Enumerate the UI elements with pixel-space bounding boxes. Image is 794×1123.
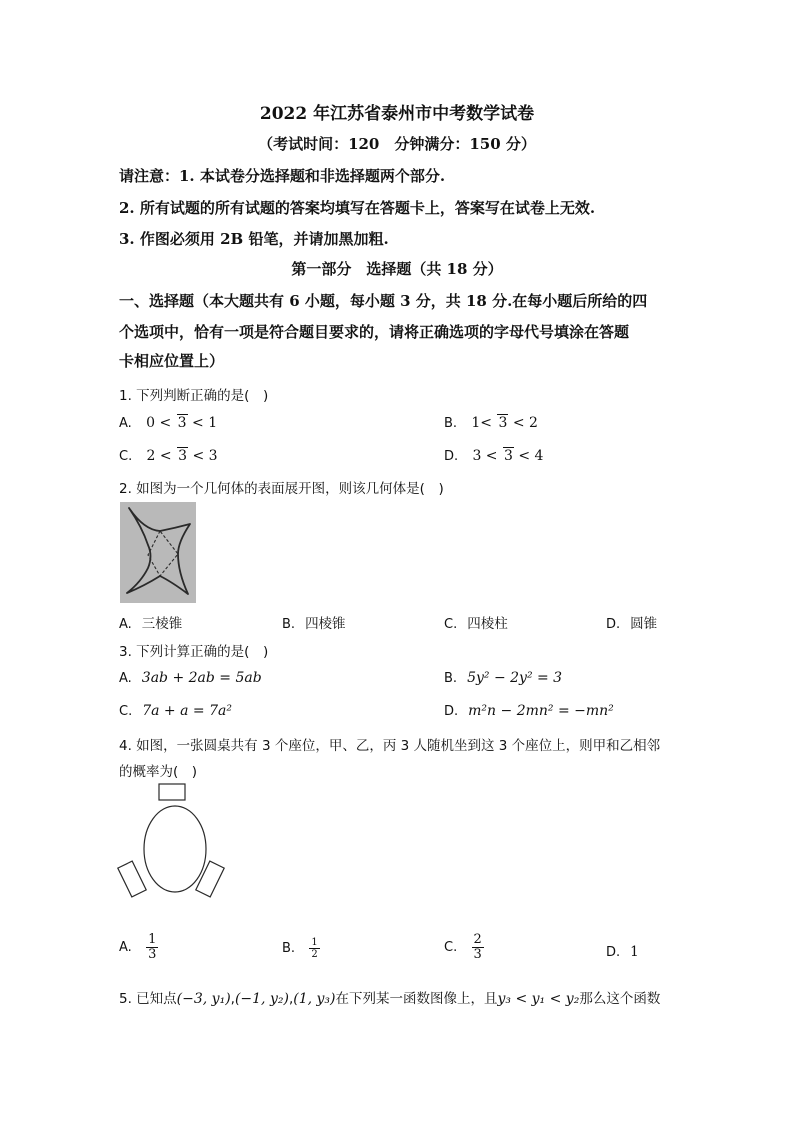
point-3: (1, y₃) [293,991,336,1007]
sqrt-sign: 3 [178,448,187,464]
net-figure-photo [120,502,196,603]
note-2: 2. 所有试题的所有试题的答案均填写在答题卡上，答案写在试卷上无效. [119,199,596,217]
option-label: B. [444,416,458,431]
note-3: 3. 作图必须用 2B 铅笔，并请加黑加粗. [119,230,389,248]
sqrt-sign: 3 [498,415,508,431]
q2-option-b[interactable]: B. 四棱锥 [282,616,346,632]
question-2-stem: 2. 如图为一个几何体的表面展开图，则该几何体是( ) [119,481,444,497]
section-heading: 第一部分 选择题（共 18 分） [291,260,503,278]
question-4-stem-line-2: 的概率为( ) [119,764,198,780]
q3-option-b[interactable]: B. 5y² − 2y² = 3 [444,670,563,686]
option-label: A. [119,416,132,431]
q2-option-a[interactable]: A. 三棱锥 [119,616,183,632]
seat-right [196,861,224,897]
q1-option-b[interactable]: B. 1< 3 < 2 [444,415,538,431]
point-2: (−1, y₂) [234,991,289,1007]
section-intro-line-1: 一、选择题（本大题共有 6 小题，每小题 3 分，共 18 分.在每小题后所给的四 [119,292,648,310]
point-1: (−3, y₁) [176,991,231,1007]
round-table [144,806,206,892]
option-label: D. [444,449,459,464]
page-title: 2022 年江苏省泰州市中考数学试卷 [259,104,535,124]
q1-option-c[interactable]: C. 2 < 3 < 3 [119,448,218,464]
q1-option-a[interactable]: A. 0 < 3 < 1 [119,415,218,431]
option-label: C. [119,449,133,464]
q2-option-c[interactable]: C. 四棱柱 [444,616,508,632]
q3-option-c[interactable]: C. 7a + a = 7a² [119,703,232,719]
inequality: y₃ < y₁ < y₂ [497,991,580,1007]
seat-top [159,784,185,800]
q3-option-d[interactable]: D. m²n − 2mn² = −mn² [444,703,614,719]
section-intro-line-3: 卡相应位置上） [119,352,225,370]
seat-left [118,861,146,897]
question-5-stem: 5. 已知点(−3, y₁),(−1, y₂),(1, y₃)在下列某一函数图像上，且y₃ < y₁ < y₂那么这个函数 [119,991,661,1007]
exam-info: （考试时间：120 分钟满分：150 分） [258,135,536,153]
q4-option-c[interactable]: C. $\frac{2}{3}$ [444,932,482,963]
q4-option-b[interactable]: B. $\frac{1}{2}$ [282,937,318,960]
q4-option-d[interactable]: D. 1 [606,944,639,960]
round-table-figure [115,780,235,905]
sqrt-sign: 3 [504,448,513,464]
section-intro-line-2: 个选项中，恰有一项是符合题目要求的，请将正确选项的字母代号填涂在答题 [119,323,630,341]
question-1-stem: 1. 下列判断正确的是( ) [119,388,269,404]
question-4-stem-line-1: 4. 如图，一张圆桌共有 3 个座位，甲、乙，丙 3 人随机坐到这 3 个座位上，则甲和乙相邻 [119,738,661,754]
note-1: 请注意：1. 本试卷分选择题和非选择题两个部分. [119,167,446,185]
q1-option-d[interactable]: D. 3 < 3 < 4 [444,448,544,464]
q2-option-d[interactable]: D. 圆锥 [606,616,658,632]
question-3-stem: 3. 下列计算正确的是( ) [119,644,269,660]
q4-option-a[interactable]: A. $\frac{1}{3}$ [119,932,157,963]
sqrt-sign: 3 [177,415,187,431]
q3-option-a[interactable]: A. 3ab + 2ab = 5ab [119,670,262,686]
